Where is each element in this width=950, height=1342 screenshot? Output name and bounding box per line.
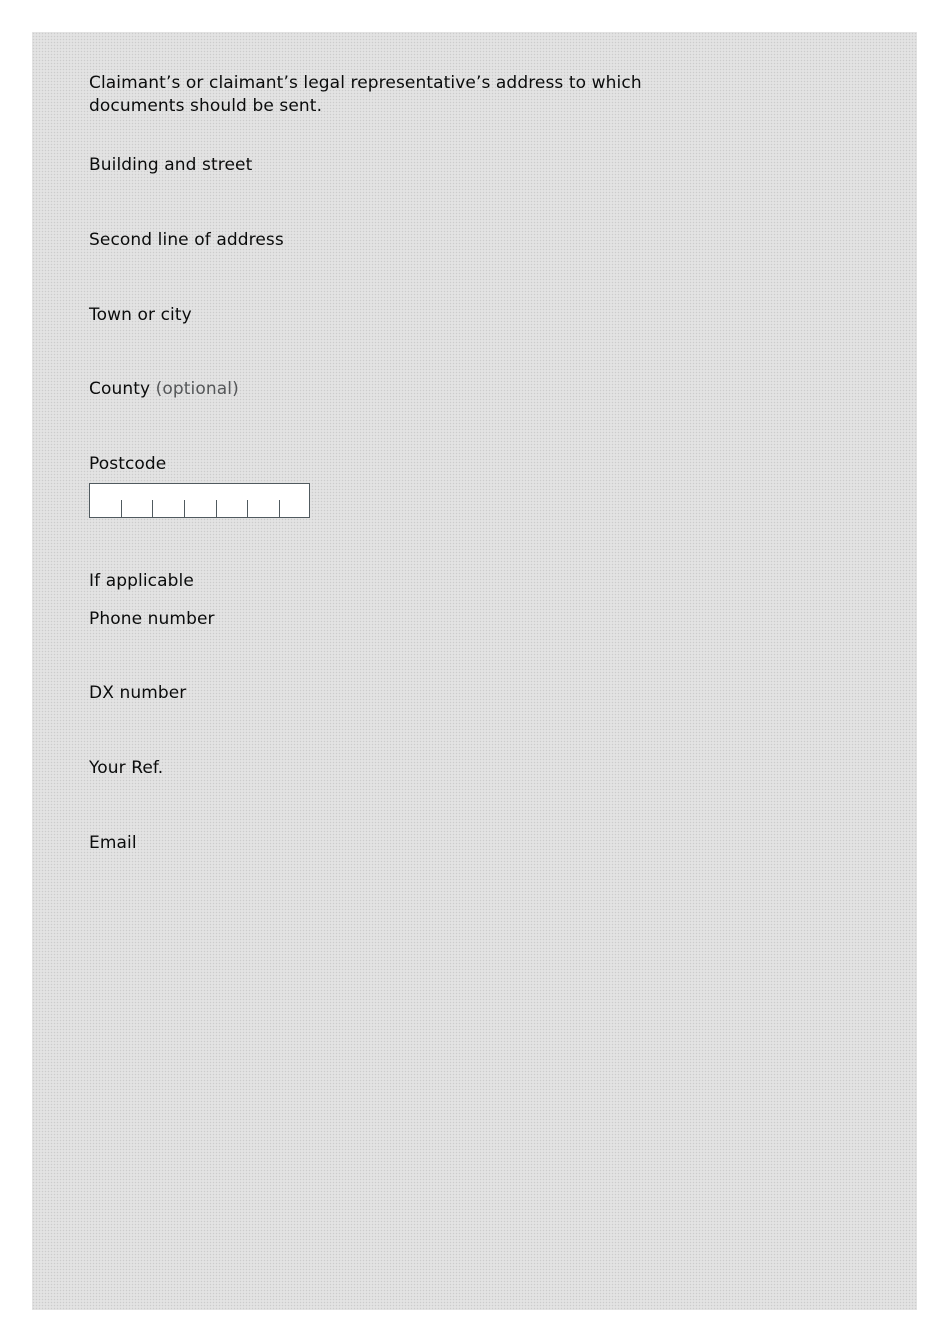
postcode-divider xyxy=(152,500,153,517)
building-street-label: Building and street xyxy=(89,155,253,175)
your-ref-label: Your Ref. xyxy=(89,758,164,778)
postcode-divider xyxy=(121,500,122,517)
second-line-label: Second line of address xyxy=(89,230,284,250)
county-label: County xyxy=(89,379,151,399)
address-intro-text: Claimant’s or claimant’s legal representative’s address to which documents should be sent. xyxy=(89,73,642,116)
postcode-divider xyxy=(184,500,185,517)
postcode-input[interactable] xyxy=(89,483,310,518)
dx-number-label: DX number xyxy=(89,683,187,703)
email-label: Email xyxy=(89,833,137,853)
phone-number-label: Phone number xyxy=(89,609,215,629)
postcode-label: Postcode xyxy=(89,454,167,474)
postcode-divider xyxy=(216,500,217,517)
postcode-divider xyxy=(279,500,280,517)
town-city-label: Town or city xyxy=(89,305,192,325)
county-field-label xyxy=(89,378,239,401)
postcode-divider xyxy=(247,500,248,517)
if-applicable-hint: If applicable xyxy=(89,571,194,591)
county-optional-hint: (optional) xyxy=(155,379,239,399)
form-panel xyxy=(32,32,917,1310)
